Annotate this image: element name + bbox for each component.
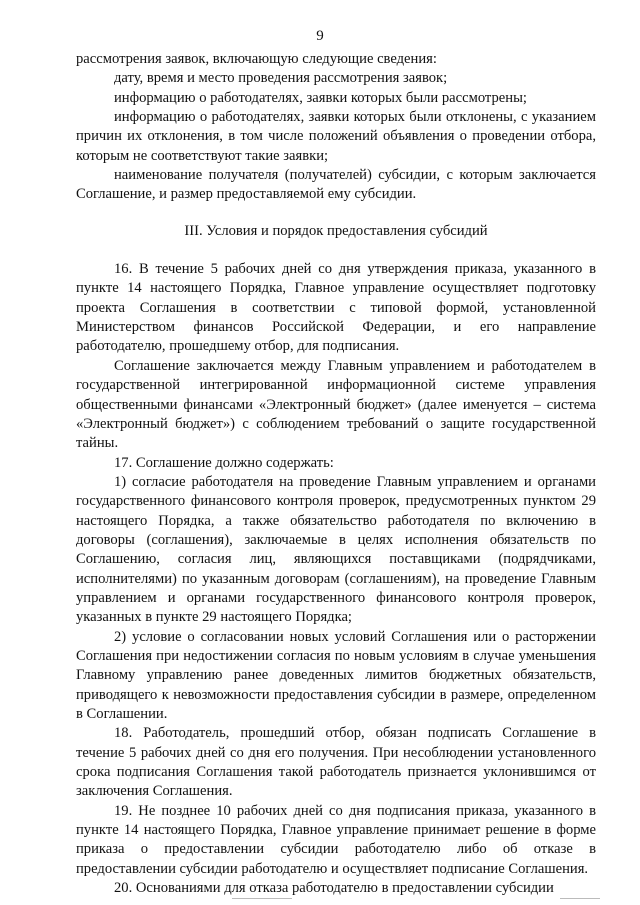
document-body: [76, 50, 596, 898]
paragraph: 1) согласие работодателя на проведение Главным управлением и органами государственного финансового контроля проверок, предусмотренных пунктом 29 настоящего Порядка, а также обязательство работодателя по включению в договоры (соглашения), заключаемые в целях исполнения обязательств по Соглашению, согласия лиц, являющихся поставщиками (подрядчиками, исполнителями) по указанным договорам (соглашениям), на проведение Главным управлением и органами государственного финансового контроля проверок, указанных в пункте 29 настоящего Порядка;: [76, 473, 596, 626]
paragraph: 16. В течение 5 рабочих дней со дня утверждения приказа, указанного в пункте 14 настоящего Порядка, Главное управление осуществляет подготовку проекта Соглашения в соответствии с типовой формой, установленной Министерством финансов Российской Федерации, и его направление работодателю, прошедшему отбор, для подписания.: [76, 261, 596, 355]
page-number: 9: [316, 28, 324, 44]
paragraph: наименование получателя (получателей) субсидии, с которым заключается Соглашение, и размер предоставляемой ему субсидии.: [76, 167, 596, 203]
paragraph: рассмотрения заявок, включающую следующие сведения:: [76, 51, 437, 67]
paragraph: информацию о работодателях, заявки которых были отклонены, с указанием причин их отклонения, в том числе положений объявления о проведении отбора, которым не соответствуют такие заявки;: [76, 109, 596, 164]
paragraph: 2) условие о согласовании новых условий Соглашения или о расторжении Соглашения при недостижении согласия по новым условиям в случае уменьшения Главному управлению ранее доведенных лимитов бюджетных обязательств, приводящего к невозможности предоставления субсидии в размере, определенном в Соглашении.: [76, 628, 596, 722]
section-heading: III. Условия и порядок предоставления субсидий: [184, 222, 488, 239]
scan-artifact: [560, 898, 600, 899]
paragraph: дату, время и место проведения рассмотрения заявок;: [114, 70, 448, 87]
paragraph: 18. Работодатель, прошедший отбор, обязан подписать Соглашение в течение 5 рабочих дней со дня его получения. При несоблюдении установленного срока подписания Соглашения такой работодатель признается уклонившимся от заключения Соглашения.: [76, 725, 596, 800]
paragraph: Соглашение заключается между Главным управлением и работодателем в государственной интегрированной информационной системе управления общественными финансами «Электронный бюджет» (далее именуется – система «Электронный бюджет») с соблюдением требований о защите государственной тайны.: [76, 357, 596, 452]
paragraph: 17. Соглашение должно содержать:: [114, 454, 334, 471]
paragraph: 20. Основаниями для отказа работодателю в предоставлении субсидии: [114, 880, 554, 897]
scan-artifact: [232, 898, 292, 899]
paragraph: информацию о работодателях, заявки которых были рассмотрены;: [114, 89, 527, 106]
paragraph: 19. Не позднее 10 рабочих дней со дня подписания приказа, указанного в пункте 14 настоящего Порядка, Главное управление принимает решение в форме приказа о предоставлении субсидии работодателю либо об отказе в предоставлении субсидии работодателю и осуществляет подписание Соглашения.: [76, 802, 596, 877]
